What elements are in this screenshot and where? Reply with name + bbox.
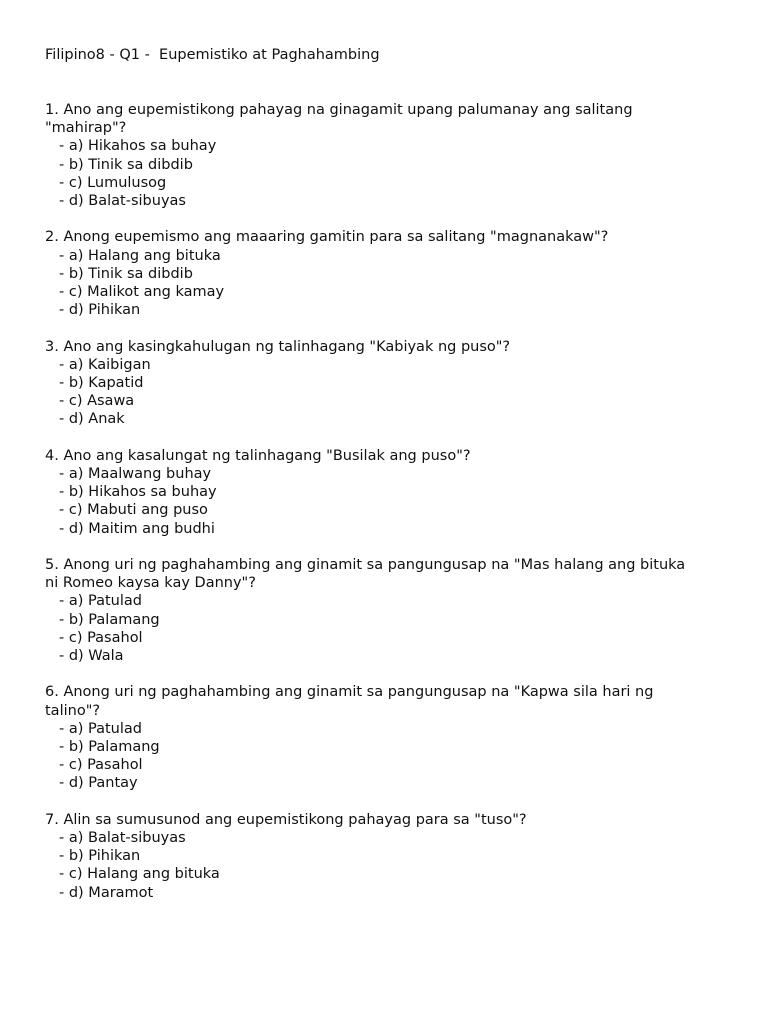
choice-c: - c) Pasahol (59, 629, 143, 646)
question-text: 5. Anong uri ng paghahambing ang ginamit sa pangungusap na "Mas halang ang bituka ni Romeo kaysa kay Danny"? (45, 557, 686, 592)
choice-d: - d) Pihikan (59, 302, 141, 319)
choice-a: - a) Patulad (59, 593, 142, 610)
choice-d: - d) Balat-sibuyas (59, 193, 186, 210)
choice-b: - b) Palamang (59, 611, 160, 628)
question-item (45, 683, 735, 792)
question-item (45, 811, 735, 902)
choice-b: - b) Kapatid (59, 375, 144, 392)
choice-c: - c) Malikot ang kamay (59, 284, 225, 301)
choice-c: - c) Asawa (59, 393, 135, 410)
question-item (45, 228, 735, 319)
question-text: 1. Ano ang eupemistikong pahayag na ginagamit upang palumanay ang salitang "mahirap"? (45, 102, 633, 137)
question-text: 4. Ano ang kasalungat ng talinhagang "Busilak ang puso"? (45, 447, 471, 464)
choice-a: - a) Halang ang bituka (59, 247, 221, 264)
choice-a: - a) Hikahos sa buhay (59, 138, 217, 155)
choice-c: - c) Lumulusog (59, 174, 167, 191)
choice-b: - b) Palamang (59, 739, 160, 756)
question-text: 7. Alin sa sumusunod ang eupemistikong pahayag para sa "tuso"? (45, 811, 527, 828)
choice-a: - a) Patulad (59, 720, 142, 737)
question-item (45, 556, 735, 665)
question-text: 2. Anong eupemismo ang maaaring gamitin para sa salitang "magnanakaw"? (45, 229, 609, 246)
question-item (45, 101, 735, 210)
choice-a: - a) Kaibigan (59, 356, 151, 373)
choice-c: - c) Halang ang bituka (59, 866, 220, 883)
choice-a: - a) Balat-sibuyas (59, 830, 186, 847)
question-text: 6. Anong uri ng paghahambing ang ginamit sa pangungusap na "Kapwa sila hari ng talino"? (45, 684, 654, 719)
question-list (45, 101, 735, 920)
choice-d: - d) Anak (59, 411, 125, 428)
document-title: Filipino8 - Q1 - Eupemistiko at Paghahambing (45, 47, 380, 63)
choice-b: - b) Hikahos sa buhay (59, 484, 217, 501)
choice-a: - a) Maalwang buhay (59, 466, 212, 483)
choice-c: - c) Pasahol (59, 757, 143, 774)
choice-d: - d) Maitim ang budhi (59, 520, 215, 537)
choice-d: - d) Wala (59, 648, 124, 665)
choice-b: - b) Tinik sa dibdib (59, 265, 193, 282)
choice-b: - b) Pihikan (59, 848, 141, 865)
question-item (45, 338, 735, 429)
choice-d: - d) Maramot (59, 884, 154, 901)
choice-d: - d) Pantay (59, 775, 138, 792)
choice-c: - c) Mabuti ang puso (59, 502, 208, 519)
question-text: 3. Ano ang kasingkahulugan ng talinhagang "Kabiyak ng puso"? (45, 338, 511, 355)
choice-b: - b) Tinik sa dibdib (59, 156, 193, 173)
question-item (45, 447, 735, 538)
